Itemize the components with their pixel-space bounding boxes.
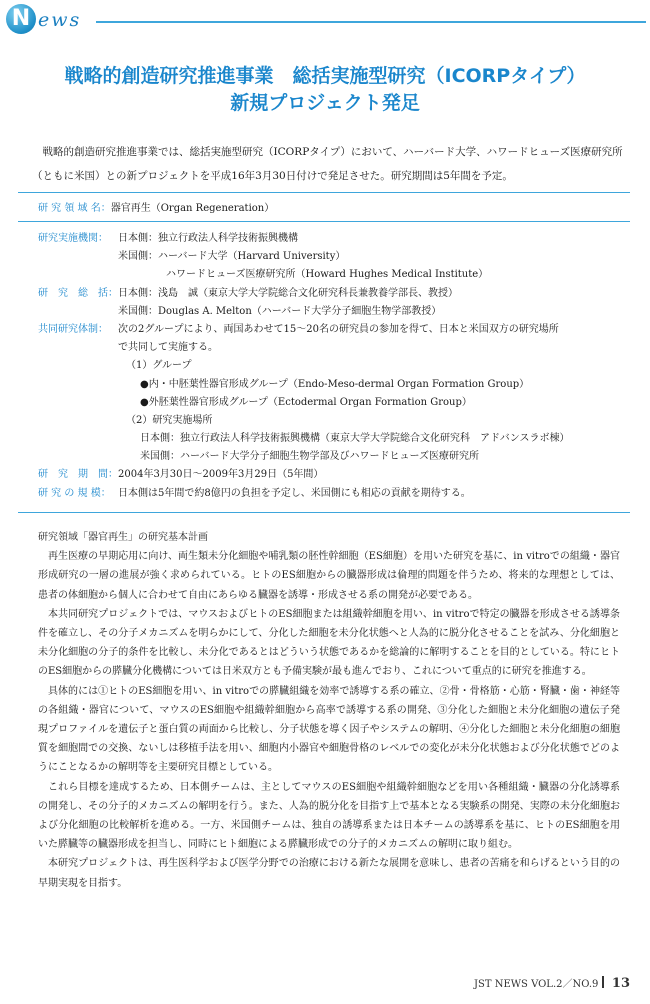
plan-paragraph: 具体的には①ヒトのES細胞を用い、in vitroでの膵臓組織を効率で誘導する系の確立、②骨・骨格筋・心筋・腎臓・歯・神経等の各組織・器官について、マウスのES細胞や組織幹細胞から高率で誘導する系の開発、③分化した細胞と未分化細胞の遺伝子発現プロファイルを遺伝子と蛋白質の両面から比較し、分子状態を導く因子やシステムの解明、④分化した細胞と未分化細胞の細胞質を細胞間での交換、ないしは移植手法を用い、細胞内小器官や細胞骨格のレベルでの変化が未分化状態および分化状態でどのようにことなるかの解明等を主要研究目標としている。 (38, 685, 620, 774)
page-title: 戦略的創造研究推進事業 総括実施型研究（ICORPタイプ） (64, 65, 586, 87)
plan-paragraph: 本研究プロジェクトは、再生医科学および医学分野での治療における新たな展開を意味し、患者の苦痛を和らげるという目的の早期実現を目指す。 (38, 858, 620, 889)
joint-label: 共同研究体制： (38, 323, 108, 335)
header-rule (96, 21, 646, 23)
period-label: 研 究 期 間： (38, 469, 118, 481)
divider (18, 512, 630, 513)
page-footer (474, 975, 630, 991)
director-label: 研 究 総 括： (38, 287, 118, 299)
news-logo-text: ews (38, 9, 82, 31)
divider (18, 192, 630, 193)
intro-text: 戦略的創造研究推進事業では、総括実施型研究（ICORPタイプ）において、ハーバード大学、ハワードヒューズ医療研究所（ともに米国）との新プロジェクトを平成16年3月30日付けで発足させた。研究期間は5年間を予定。 (32, 146, 623, 182)
plan-paragraph: 本共同研究プロジェクトでは、マウスおよびヒトのES細胞または組織幹細胞を用い、in vitroで特定の臓器を形成させる誘導条件を確立し、その分子メカニズムを明らかにして、分化した細胞を未分化状態へと人為的に脱分化させることを試み、分化細胞と未分化細胞の分子的条件を比較し、未分化であるとはどういう状態であるかを総論的に解明することを目的としている。特にヒトのES細胞からの膵臓分化機構については日米双方とも予備実験が最も進んでおり、これについて重点的に研究を推進する。 (38, 608, 620, 678)
director-us: 米国側：Douglas A. Melton（ハーバード大学分子細胞生物学部教授） (118, 305, 442, 317)
page-number: 13 (611, 976, 630, 991)
project-info (38, 230, 628, 503)
plan-paragraph: これら目標を達成するため、日本側チームは、主としてマウスのES細胞や組織幹細胞などを用い各種組織・臓器の分化誘導系の開発し、その分子的メカニズムの解明を行う。また、人為的脱分化を目指す上で基本となる実験系の開発、実際の未分化細胞および分化細胞の比較解析を進める。一方、米国側チームは、独自の誘導系または日本チームの誘導系を基に、ヒトのES細胞を用いた膵臓等の臓器形成を担当し、同時にヒト細胞による膵臓形成での分子的メカニズムの解明に取り組む。 (38, 781, 620, 851)
institution-us: 米国側：ハーバード大学（Harvard University） (118, 251, 346, 263)
news-logo-icon: N (6, 4, 36, 34)
scale-value: 日本側は5年間で約8億円の負担を予定し、米国側にも相応の貢献を期待する。 (118, 487, 471, 499)
plan-paragraph: 再生医療の早期応用に向け、両生類未分化細胞や哺乳類の胚性幹細胞（ES細胞）を用いた研究を基に、in vitroでの組織・器官形成研究の一層の進展が強く求められている。ヒトのES細胞からの臓器形成は倫理的問題を伴うため、将来的な理想としては、患者の体細胞から個人に合わせて自由にあらゆる臓器を誘導・形成させる系の開発が必要である。 (38, 551, 620, 601)
group-item-ecto: ●外胚葉性器官形成グループ（Ectodermal Organ Formation Group） (140, 396, 472, 408)
joint-text-line1: 次の2グループにより、両国あわせて15～20名の研究員の参加を得て、日本と米国双方の研究場所 (118, 323, 559, 335)
institution-japan: 日本側：独立行政法人科学技術振興機構 (118, 233, 298, 244)
research-field-row (38, 199, 274, 214)
group-item-endo-meso: ●内・中胚葉性器官形成グループ（Endo-Meso-dermal Organ Formation Group） (140, 378, 530, 390)
news-header (0, 0, 650, 50)
site-japan: 日本側：独立行政法人科学技術振興機構（東京大学大学院総合文化研究科 アドバンスラボ棟） (140, 433, 570, 445)
group-header: （1）グループ (126, 360, 192, 372)
research-field-value: 器官再生（Organ Regeneration） (110, 203, 275, 214)
institution-label: 研究実施機関： (38, 233, 108, 244)
period-value: 2004年3月30日～2009年3月29日（5年間） (118, 469, 324, 481)
site-us: 米国側：ハーバード大学分子細胞生物学部及びハワードヒューズ医療研究所 (140, 451, 479, 463)
intro-paragraph (32, 140, 630, 188)
research-field-label: 研 究 領 域 名： (38, 203, 111, 214)
divider (18, 221, 630, 222)
scale-label: 研 究 の 規 模： (38, 487, 111, 499)
footer-divider (602, 976, 604, 988)
director-japan: 日本側：浅島 誠（東京大学大学院総合文化研究科長兼教養学部長、教授） (118, 287, 458, 299)
plan-heading: 研究領域「器官再生」の研究基本計画 (38, 532, 208, 543)
research-plan (38, 528, 620, 893)
page-subtitle: 新規プロジェクト発足 (230, 92, 420, 114)
institution-us-hhmi: ハワードヒューズ医療研究所（Howard Hughes Medical Institute） (166, 269, 489, 281)
joint-text-line2: で共同して実施する。 (118, 342, 218, 354)
sites-header: （2）研究実施場所 (126, 414, 213, 426)
footer-journal: JST NEWS VOL.2／NO.9 (474, 979, 599, 990)
